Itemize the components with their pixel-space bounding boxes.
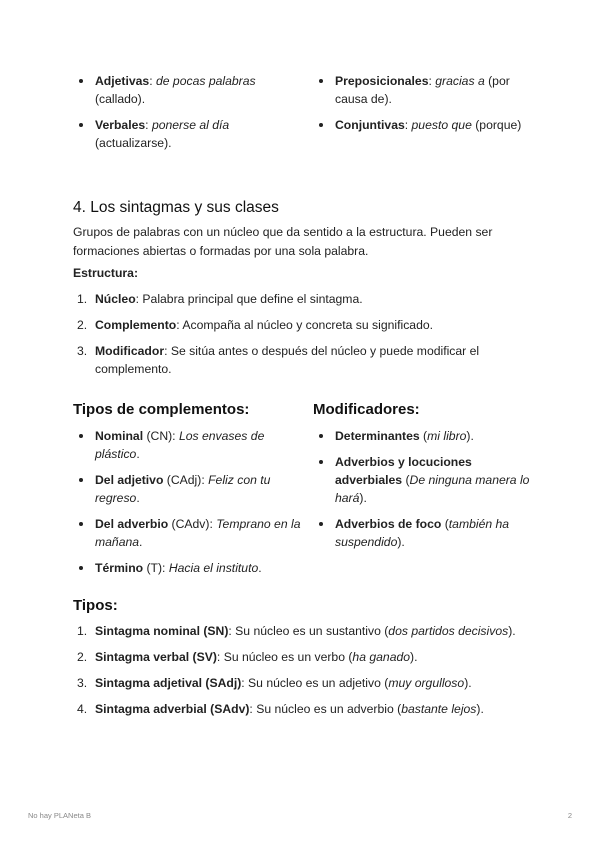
list-item: 3. Sintagma adjetival (SAdj): Su núcleo es un adjetivo (muy orgulloso).	[77, 676, 472, 690]
list-item: 1. Sintagma nominal (SN): Su núcleo es un sustantivo (dos partidos decisivos).	[77, 624, 516, 638]
list-item: Determinantes (mi libro).	[313, 427, 543, 445]
list-item: Del adverbio (CAdv): Temprano en la mañana.	[73, 515, 313, 551]
estructura-label: Estructura:	[73, 266, 139, 280]
modificadores-column	[313, 401, 543, 585]
list-item: Término (T): Hacia el instituto.	[73, 559, 313, 577]
list-item: 2. Complemento: Acompaña al núcleo y concreta su significado.	[77, 318, 434, 332]
list-item: Adverbios de foco (también ha suspendido).	[313, 515, 543, 551]
tipos-heading: Tipos:	[73, 597, 118, 614]
modificadores-heading: Modificadores:	[313, 401, 420, 418]
list-item: Preposicionales: gracias a (por causa de).	[313, 72, 543, 108]
section-intro: Grupos de palabras con un núcleo que da sentido a la estructura. Pueden ser formaciones abiertas o formadas por una sola palabra.	[73, 225, 493, 258]
list-item: Verbales: ponerse al día (actualizarse).	[73, 116, 313, 152]
list-item: Del adjetivo (CAdj): Feliz con tu regreso.	[73, 471, 313, 507]
estructura-list	[73, 290, 523, 386]
complementos-heading: Tipos de complementos:	[73, 401, 250, 418]
list-item: Adverbios y locuciones adverbiales (De ninguna manera lo hará).	[313, 453, 543, 507]
top-list-right	[313, 72, 543, 160]
complementos-column	[73, 401, 313, 585]
section-heading: 4. Los sintagmas y sus clases	[73, 199, 279, 216]
page-number: 2	[567, 811, 572, 820]
tipos-list	[73, 622, 523, 726]
list-item: 1. Núcleo: Palabra principal que define el sintagma.	[77, 292, 363, 306]
list-item: Nominal (CN): Los envases de plástico.	[73, 427, 313, 463]
footer-text: No hay PLANeta B	[28, 811, 91, 820]
list-item: 4. Sintagma adverbial (SAdv): Su núcleo es un adverbio (bastante lejos).	[77, 702, 484, 716]
list-item: 2. Sintagma verbal (SV): Su núcleo es un verbo (ha ganado).	[77, 650, 418, 664]
top-lists	[73, 72, 543, 160]
list-item: Conjuntivas: puesto que (porque)	[313, 116, 543, 134]
top-list-left	[73, 72, 313, 160]
complementos-modificadores	[73, 401, 543, 585]
list-item: 3. Modificador: Se sitúa antes o después del núcleo y puede modificar el complemento.	[77, 344, 480, 376]
list-item: Adjetivas: de pocas palabras (callado).	[73, 72, 313, 108]
